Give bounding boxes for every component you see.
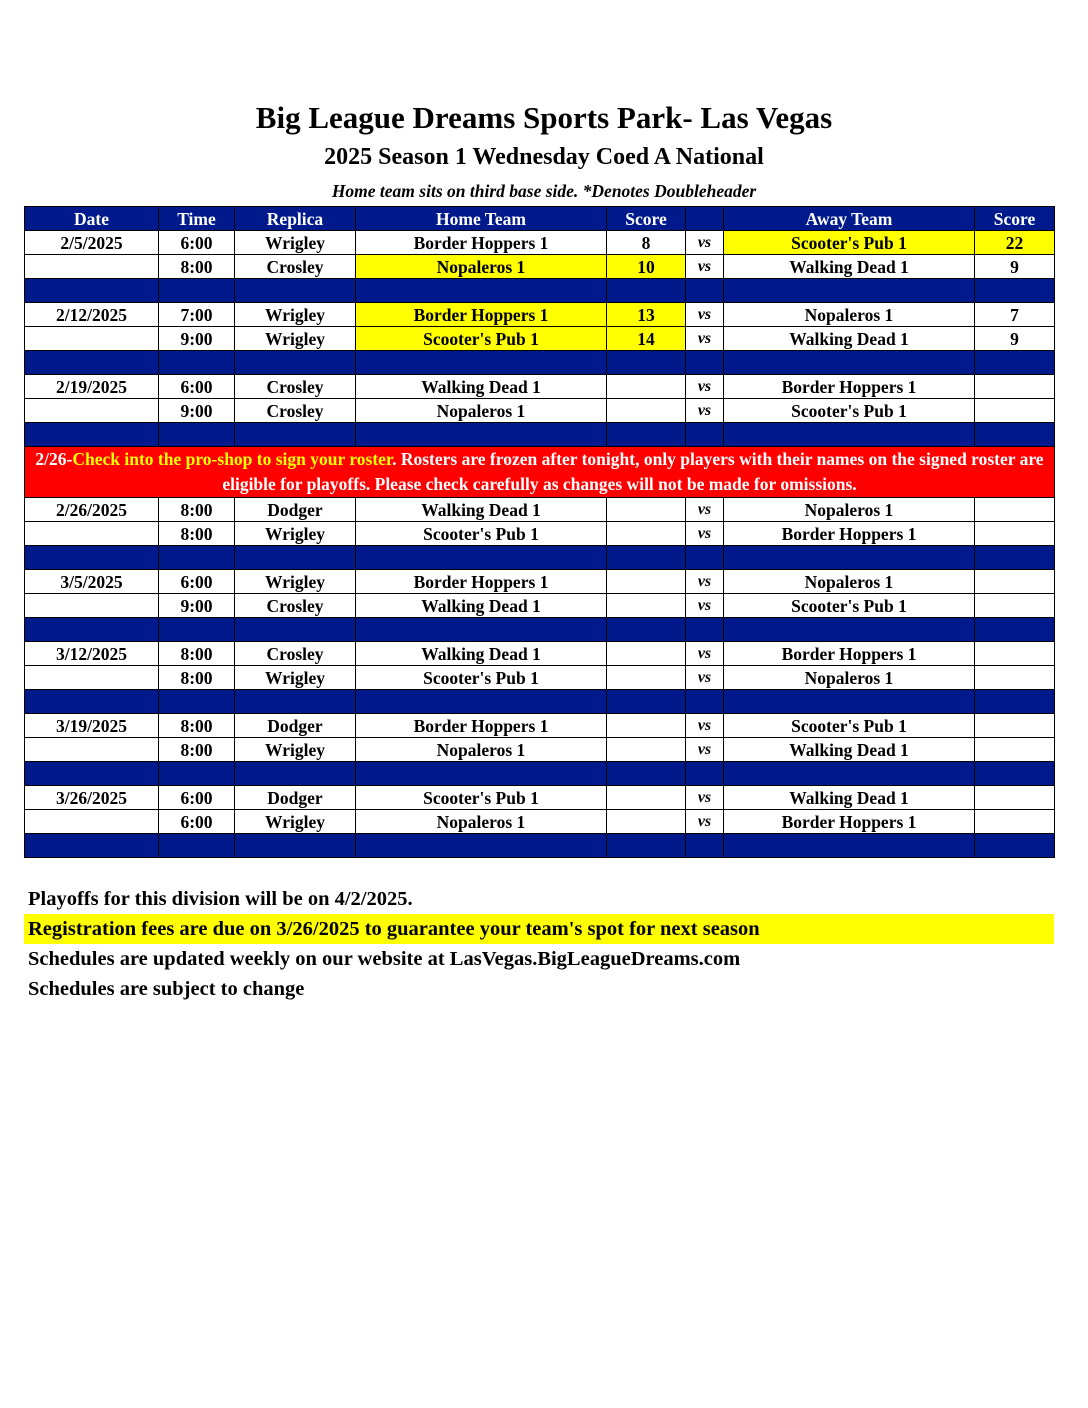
header-date: Date (25, 207, 159, 231)
spacer-cell (975, 834, 1055, 858)
game-date-cell (25, 522, 159, 546)
registration-note: Registration fees are due on 3/26/2025 to guarantee your team's spot for next season (24, 914, 1054, 944)
game-row (25, 375, 1055, 399)
spacer-cell (607, 546, 686, 570)
game-replica-cell: Crosley (235, 399, 356, 423)
game-time-cell: 9:00 (159, 327, 235, 351)
game-away-cell: Walking Dead 1 (724, 327, 975, 351)
game-replica-cell: Wrigley (235, 327, 356, 351)
game-away-cell: Walking Dead 1 (724, 786, 975, 810)
game-replica-cell: Wrigley (235, 570, 356, 594)
game-away-score-cell (975, 714, 1055, 738)
spacer-cell (975, 690, 1055, 714)
game-time-cell: 9:00 (159, 594, 235, 618)
game-time-cell: 8:00 (159, 666, 235, 690)
header-home-score: Score (607, 207, 686, 231)
game-date-cell: 2/5/2025 (25, 231, 159, 255)
spacer-cell (607, 618, 686, 642)
notice-highlight: Check into the pro-shop to sign your roster (72, 449, 393, 469)
game-time-cell: 6:00 (159, 375, 235, 399)
roster-notice (25, 447, 1055, 498)
game-home-cell: Scooter's Pub 1 (356, 666, 607, 690)
game-time-cell: 6:00 (159, 570, 235, 594)
game-home-cell: Nopaleros 1 (356, 399, 607, 423)
game-date-cell (25, 810, 159, 834)
game-time-cell: 8:00 (159, 714, 235, 738)
spacer-cell (724, 351, 975, 375)
spacer-cell (25, 423, 159, 447)
game-time-cell: 6:00 (159, 810, 235, 834)
game-home-cell: Border Hoppers 1 (356, 303, 607, 327)
game-time-cell: 8:00 (159, 738, 235, 762)
spacer-cell (607, 351, 686, 375)
game-replica-cell: Wrigley (235, 522, 356, 546)
spacer-cell (975, 618, 1055, 642)
game-away-cell: Walking Dead 1 (724, 738, 975, 762)
spacer-cell (686, 690, 724, 714)
game-home-score-cell (607, 498, 686, 522)
game-vs-cell: vs (686, 810, 724, 834)
spacer-cell (686, 834, 724, 858)
game-home-score-cell (607, 786, 686, 810)
game-away-score-cell: 22 (975, 231, 1055, 255)
game-row (25, 786, 1055, 810)
game-vs-cell: vs (686, 786, 724, 810)
website-note: Schedules are updated weekly on our website at LasVegas.BigLeagueDreams.com (28, 948, 741, 970)
game-row (25, 594, 1055, 618)
spacer-cell (25, 618, 159, 642)
game-away-cell: Scooter's Pub 1 (724, 231, 975, 255)
spacer-cell (686, 762, 724, 786)
game-vs-cell: vs (686, 498, 724, 522)
game-vs-cell: vs (686, 327, 724, 351)
game-replica-cell: Crosley (235, 255, 356, 279)
spacer-cell (686, 423, 724, 447)
game-replica-cell: Crosley (235, 594, 356, 618)
spacer-cell (975, 423, 1055, 447)
game-home-score-cell (607, 570, 686, 594)
game-home-cell: Walking Dead 1 (356, 375, 607, 399)
game-home-score-cell (607, 594, 686, 618)
game-date-cell: 2/26/2025 (25, 498, 159, 522)
game-vs-cell: vs (686, 570, 724, 594)
page-subtitle: 2025 Season 1 Wednesday Coed A National (324, 144, 764, 170)
schedule-table (24, 206, 1055, 858)
game-vs-cell: vs (686, 375, 724, 399)
game-row (25, 714, 1055, 738)
header-away-score: Score (975, 207, 1055, 231)
game-away-cell: Nopaleros 1 (724, 570, 975, 594)
game-home-cell: Scooter's Pub 1 (356, 327, 607, 351)
game-home-score-cell: 10 (607, 255, 686, 279)
game-row (25, 642, 1055, 666)
spacer-cell (356, 762, 607, 786)
spacer-cell (159, 351, 235, 375)
spacer-cell (356, 834, 607, 858)
game-away-cell: Scooter's Pub 1 (724, 399, 975, 423)
spacer-cell (159, 834, 235, 858)
game-replica-cell: Wrigley (235, 810, 356, 834)
spacer-cell (356, 423, 607, 447)
spacer-cell (686, 618, 724, 642)
game-date-cell: 3/19/2025 (25, 714, 159, 738)
game-home-cell: Walking Dead 1 (356, 642, 607, 666)
spacer-cell (159, 690, 235, 714)
spacer-cell (356, 546, 607, 570)
game-away-cell: Border Hoppers 1 (724, 375, 975, 399)
game-date-cell (25, 666, 159, 690)
game-replica-cell: Crosley (235, 375, 356, 399)
game-home-score-cell (607, 399, 686, 423)
game-time-cell: 9:00 (159, 399, 235, 423)
spacer-cell (235, 423, 356, 447)
spacer-row (25, 618, 1055, 642)
game-away-score-cell (975, 594, 1055, 618)
game-away-score-cell: 9 (975, 327, 1055, 351)
game-home-score-cell (607, 666, 686, 690)
game-time-cell: 8:00 (159, 498, 235, 522)
game-row (25, 303, 1055, 327)
game-home-cell: Scooter's Pub 1 (356, 786, 607, 810)
spacer-row (25, 279, 1055, 303)
game-home-cell: Nopaleros 1 (356, 810, 607, 834)
spacer-cell (975, 351, 1055, 375)
spacer-cell (975, 762, 1055, 786)
game-vs-cell: vs (686, 303, 724, 327)
spacer-cell (235, 279, 356, 303)
game-away-score-cell (975, 498, 1055, 522)
game-home-cell: Walking Dead 1 (356, 594, 607, 618)
game-date-cell: 2/12/2025 (25, 303, 159, 327)
spacer-cell (356, 279, 607, 303)
game-replica-cell: Wrigley (235, 303, 356, 327)
game-home-score-cell (607, 375, 686, 399)
spacer-cell (607, 279, 686, 303)
game-vs-cell: vs (686, 399, 724, 423)
spacer-cell (686, 546, 724, 570)
game-vs-cell: vs (686, 594, 724, 618)
game-away-cell: Walking Dead 1 (724, 255, 975, 279)
game-replica-cell: Dodger (235, 498, 356, 522)
game-date-cell (25, 738, 159, 762)
spacer-cell (607, 423, 686, 447)
spacer-row (25, 834, 1055, 858)
game-home-cell: Scooter's Pub 1 (356, 522, 607, 546)
spacer-row (25, 762, 1055, 786)
spacer-cell (607, 690, 686, 714)
game-home-score-cell (607, 522, 686, 546)
spacer-cell (25, 351, 159, 375)
spacer-cell (356, 351, 607, 375)
game-replica-cell: Crosley (235, 642, 356, 666)
game-date-cell: 3/5/2025 (25, 570, 159, 594)
spacer-cell (724, 423, 975, 447)
spacer-cell (235, 762, 356, 786)
game-home-cell: Border Hoppers 1 (356, 714, 607, 738)
game-vs-cell: vs (686, 255, 724, 279)
game-time-cell: 6:00 (159, 786, 235, 810)
game-date-cell (25, 399, 159, 423)
game-home-score-cell (607, 738, 686, 762)
game-away-score-cell (975, 786, 1055, 810)
game-date-cell (25, 327, 159, 351)
game-away-score-cell (975, 738, 1055, 762)
spacer-cell (724, 546, 975, 570)
spacer-row (25, 690, 1055, 714)
game-vs-cell: vs (686, 738, 724, 762)
spacer-cell (159, 546, 235, 570)
game-time-cell: 8:00 (159, 255, 235, 279)
spacer-cell (356, 618, 607, 642)
game-row (25, 522, 1055, 546)
spacer-cell (235, 618, 356, 642)
game-replica-cell: Dodger (235, 786, 356, 810)
spacer-cell (356, 690, 607, 714)
game-home-cell: Border Hoppers 1 (356, 231, 607, 255)
notice-prefix: 2/26- (35, 449, 73, 469)
game-row (25, 810, 1055, 834)
spacer-cell (686, 351, 724, 375)
disclaimer-note: Schedules are subject to change (28, 978, 305, 1000)
game-away-score-cell (975, 570, 1055, 594)
spacer-cell (724, 618, 975, 642)
game-away-cell: Scooter's Pub 1 (724, 594, 975, 618)
spacer-cell (975, 279, 1055, 303)
game-time-cell: 6:00 (159, 231, 235, 255)
game-away-score-cell (975, 666, 1055, 690)
game-date-cell: 2/19/2025 (25, 375, 159, 399)
spacer-cell (25, 690, 159, 714)
game-vs-cell: vs (686, 231, 724, 255)
game-row (25, 255, 1055, 279)
game-vs-cell: vs (686, 642, 724, 666)
game-row (25, 399, 1055, 423)
header-home-team: Home Team (356, 207, 607, 231)
home-team-note: Home team sits on third base side. *Denotes Doubleheader (331, 181, 757, 201)
game-away-cell: Nopaleros 1 (724, 498, 975, 522)
spacer-cell (607, 834, 686, 858)
game-away-score-cell (975, 375, 1055, 399)
game-home-cell: Walking Dead 1 (356, 498, 607, 522)
game-home-cell: Border Hoppers 1 (356, 570, 607, 594)
game-time-cell: 7:00 (159, 303, 235, 327)
game-home-score-cell: 13 (607, 303, 686, 327)
game-row (25, 498, 1055, 522)
game-date-cell: 3/26/2025 (25, 786, 159, 810)
spacer-cell (607, 762, 686, 786)
game-away-score-cell (975, 522, 1055, 546)
spacer-cell (686, 279, 724, 303)
game-home-score-cell (607, 810, 686, 834)
spacer-cell (25, 834, 159, 858)
header-vs (686, 207, 724, 231)
game-date-cell (25, 255, 159, 279)
game-home-score-cell: 8 (607, 231, 686, 255)
game-vs-cell: vs (686, 522, 724, 546)
spacer-cell (724, 690, 975, 714)
game-away-cell: Nopaleros 1 (724, 303, 975, 327)
game-row (25, 231, 1055, 255)
spacer-cell (975, 546, 1055, 570)
spacer-cell (724, 834, 975, 858)
game-replica-cell: Wrigley (235, 231, 356, 255)
game-away-score-cell (975, 642, 1055, 666)
spacer-cell (724, 762, 975, 786)
game-away-cell: Border Hoppers 1 (724, 522, 975, 546)
game-home-score-cell: 14 (607, 327, 686, 351)
spacer-cell (235, 351, 356, 375)
game-away-cell: Border Hoppers 1 (724, 810, 975, 834)
spacer-row (25, 423, 1055, 447)
game-away-cell: Scooter's Pub 1 (724, 714, 975, 738)
game-home-score-cell (607, 714, 686, 738)
spacer-cell (25, 762, 159, 786)
game-home-cell: Nopaleros 1 (356, 255, 607, 279)
game-row (25, 738, 1055, 762)
game-away-cell: Nopaleros 1 (724, 666, 975, 690)
spacer-cell (235, 546, 356, 570)
game-vs-cell: vs (686, 714, 724, 738)
spacer-row (25, 351, 1055, 375)
header-time: Time (159, 207, 235, 231)
game-away-cell: Border Hoppers 1 (724, 642, 975, 666)
game-date-cell (25, 594, 159, 618)
playoffs-note: Playoffs for this division will be on 4/2/2025. (28, 888, 413, 910)
spacer-cell (25, 546, 159, 570)
game-replica-cell: Wrigley (235, 666, 356, 690)
game-away-score-cell (975, 810, 1055, 834)
spacer-cell (159, 762, 235, 786)
game-date-cell: 3/12/2025 (25, 642, 159, 666)
game-row (25, 570, 1055, 594)
header-replica: Replica (235, 207, 356, 231)
game-replica-cell: Wrigley (235, 738, 356, 762)
spacer-cell (25, 279, 159, 303)
game-home-score-cell (607, 642, 686, 666)
game-row (25, 666, 1055, 690)
table-header-row (25, 207, 1055, 231)
game-row (25, 327, 1055, 351)
game-replica-cell: Dodger (235, 714, 356, 738)
spacer-cell (235, 834, 356, 858)
game-away-score-cell (975, 399, 1055, 423)
spacer-cell (159, 423, 235, 447)
game-time-cell: 8:00 (159, 642, 235, 666)
page-title: Big League Dreams Sports Park- Las Vegas (255, 100, 833, 135)
notice-body: . Rosters are frozen after tonight, only players with their names on the signed roster are eligible for playoffs. Please check carefully as changes will not be made for omissions. (222, 449, 1044, 494)
roster-notice-row (25, 447, 1055, 498)
spacer-cell (159, 618, 235, 642)
spacer-cell (159, 279, 235, 303)
game-away-score-cell: 9 (975, 255, 1055, 279)
game-away-score-cell: 7 (975, 303, 1055, 327)
spacer-row (25, 546, 1055, 570)
spacer-cell (724, 279, 975, 303)
game-home-cell: Nopaleros 1 (356, 738, 607, 762)
game-time-cell: 8:00 (159, 522, 235, 546)
header-away-team: Away Team (724, 207, 975, 231)
spacer-cell (235, 690, 356, 714)
game-vs-cell: vs (686, 666, 724, 690)
